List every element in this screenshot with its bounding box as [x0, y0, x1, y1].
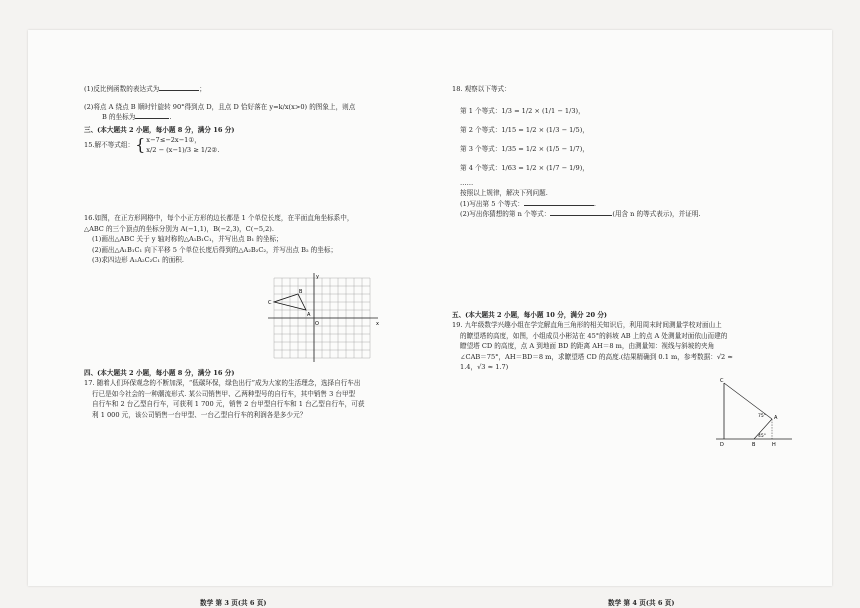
section-5-heading: 五、(本大题共 2 小题，每小题 10 分，满分 20 分): [452, 310, 608, 319]
q18-rule: 按照以上规律，解决下列问题.: [460, 189, 548, 197]
x-axis-label: x: [376, 320, 379, 327]
q18-equation-3: 第 3 个等式：1/35 = 1/2 × (1/5 − 1/7)，: [460, 144, 589, 153]
q15-system: [146, 135, 219, 155]
q17-line1: 17. 随着人们环保观念的不断加深，“低碳环保，绿色出行”成为大家的生活理念，选择自行车出: [84, 379, 361, 387]
point-c-label: C: [268, 299, 272, 306]
answer-blank: [159, 90, 199, 91]
q18-part2: [452, 209, 807, 220]
point-b-label: B: [752, 441, 756, 448]
answer-blank: [135, 118, 169, 119]
point-c-label: C: [720, 377, 724, 384]
q17-line2: 行已是如今社会的一种潮流形式. 某公司销售甲、乙两种型号的自行车，其中销售 3 台甲型: [92, 389, 356, 398]
tower-slope-figure: [714, 375, 794, 453]
q18-part2-text: (2)写出你猜想的第 n 个等式：: [460, 210, 551, 218]
q16-sub3: (3)求四边形 A₁A₂C₂C₁ 的面积.: [92, 256, 184, 264]
q14-part1-end: ；: [199, 85, 206, 93]
page-footer-right: 数学 第 4 页(共 6 页): [608, 599, 675, 607]
q17-line3: 自行车和 2 台乙型自行车，可获利 1 700 元，销售 2 台甲型自行车和 1 台乙型自行车，可获: [92, 400, 365, 408]
q17-line4: 利 1 000 元，该公司销售一台甲型、一台乙型自行车的利润各是多少元？: [92, 410, 307, 419]
q15-inequality-1: x−7≤−2x−1①，: [146, 136, 201, 144]
q14-part1-text: (1)反比例函数的表达式为: [84, 85, 160, 93]
point-a-label: A: [774, 414, 778, 421]
q18-equation-1: 第 1 个等式：1/3 = 1/2 × (1/1 − 1/3)，: [460, 106, 585, 115]
q14-part2b-end: .: [169, 113, 172, 121]
q18-ellipsis: ……: [460, 178, 474, 187]
angle-75-label: 75°: [758, 413, 766, 419]
q19-line3: 瞭望塔 CD 的高度，点 A 到地面 BD 的距离 AH＝8 m，由测量知：视线与斜坡的夹角: [460, 342, 715, 350]
point-b-label: B: [299, 288, 303, 295]
right-page: [452, 84, 807, 453]
q18-equation-2: 第 2 个等式：1/15 = 1/2 × (1/3 − 1/5)，: [460, 125, 589, 134]
q18-part2-end: (用含 n 的等式表示)，并证明.: [612, 210, 701, 218]
q16-line1: 16.如图，在正方形网格中，每个小正方形的边长都是 1 个单位长度，在平面直角坐标系中，: [84, 214, 354, 222]
coordinate-grid-figure: [266, 272, 386, 364]
q15-inequality-2: x/2 − (x−1)/3 ≥ 1/2②.: [146, 146, 220, 154]
q14-part2: (2)将点 A 绕点 B 顺时针旋转 90°得到点 D，且点 D 恰好落在 y=k/x(x>0) 的图象上，则点: [84, 102, 356, 111]
left-page: [84, 84, 424, 420]
q14-part2b-text: B 的坐标为: [102, 113, 136, 121]
answer-blank: [524, 205, 594, 206]
q19-line5: 1.4，√3 ≈ 1.7): [460, 363, 509, 371]
q16-line2: △ABC 的三个顶点的坐标分别为 A(−1,1)，B(−2,3)，C(−5,2).: [84, 224, 274, 233]
q19-line1: 19. 九年级数学兴趣小组在学完解直角三角形的相关知识后，利用周末时间测量学校对面山上: [452, 321, 722, 329]
q16-sub2: (2)画出△A₁B₁C₁ 向下平移 5 个单位长度后得到的△A₂B₂C₂，并写出点 B₂ 的坐标；: [92, 245, 338, 254]
q19-line4: ∠CAB＝75°，AH＝BD＝8 m，求瞭望塔 CD 的高度.(结果精确到 0.1 m，参考数据：√2 ≈: [460, 352, 733, 361]
q14-part2b: [84, 112, 424, 123]
q18-title: 18. 观察以下等式：: [452, 85, 511, 93]
q18-part1-end: .: [593, 199, 596, 208]
q18-equation-4: 第 4 个等式：1/63 = 1/2 × (1/7 − 1/9)，: [460, 163, 589, 172]
q15: [84, 135, 424, 155]
point-d-label: D: [720, 441, 724, 448]
q18-part1-text: (1)写出第 5 个等式：: [460, 199, 524, 208]
point-a-label: A: [307, 311, 311, 318]
angle-45-label: 45°: [758, 433, 766, 439]
brace-icon: {: [135, 135, 146, 154]
point-h-label: H: [772, 441, 776, 448]
q16-sub1: (1)画出△ABC 关于 y 轴对称的△A₁B₁C₁，并写出点 B₁ 的坐标；: [92, 235, 283, 243]
q14-part1: [84, 84, 424, 95]
origin-label: O: [315, 320, 319, 327]
q19-line2: 的瞭望塔的高度，如图，小组成员小彬站在 45°的斜坡 AB 上的点 A 处测量对面依山而建的: [460, 331, 728, 340]
section-4-heading: 四、(本大题共 2 小题，每小题 8 分，满分 16 分): [84, 368, 235, 377]
answer-blank: [550, 215, 612, 216]
q15-label: 15.解不等式组：: [84, 140, 135, 149]
q18-part1: [452, 199, 807, 210]
exam-sheet: [28, 30, 832, 607]
page-footer-left: 数学 第 3 页(共 6 页): [200, 599, 267, 607]
section-3-heading: 三、(本大题共 2 小题，每小题 8 分，满分 16 分): [84, 125, 235, 134]
y-axis-label: y: [316, 273, 319, 280]
